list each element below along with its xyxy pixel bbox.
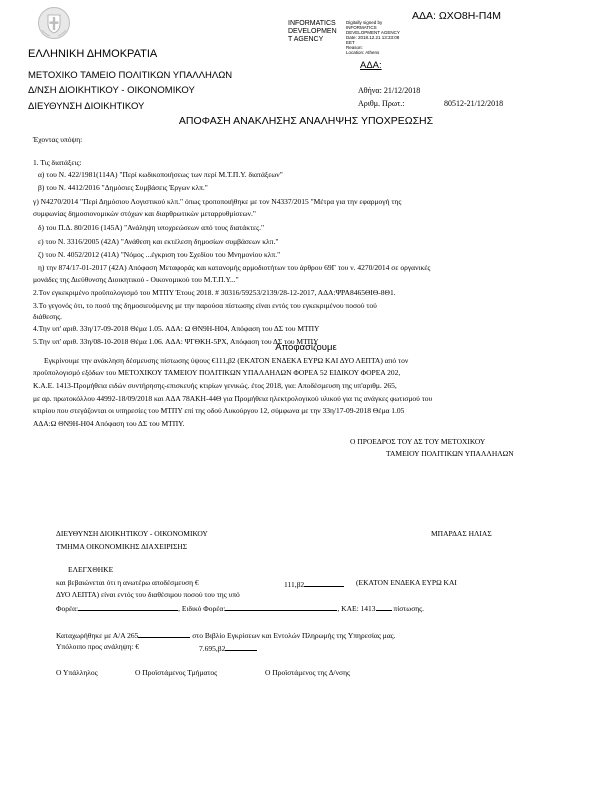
decision-line-1: Εγκρίνουμε την ανάκληση δέσμευσης πίστωσης ύψους €111,β2 (ΕΚΑΤΟΝ ΕΝΔΕΚΑ ΕΥΡΩ ΚΑΙ ΔΥΟ ΛΕΠΤΑ) από τον [44,356,409,365]
provision-b: β) του Ν. 4412/2016 "Δημόσιες Συμβάσεις Έργων κλπ." [38,183,208,192]
org-directorate: Δ/ΝΣΗ ΔΙΟΙΚΗΤΙΚΟΥ - ΟΙΚΟΝΟΜΙΚΟΥ [28,85,195,96]
provision-c-cont: συμφωνίας δημοσιονομικών στόχων και διαρθρωτικών μεταρρυθμίσεων." [33,209,256,218]
foreas-line [56,602,424,613]
agency-logo-line: T AGENCY [288,36,324,43]
decision-line-4: με αρ. πρωτοκόλλου 44992-18/09/2018 και ΑΔΑ 78ΑΚΗ-44Θ για Προμήθεια ηλεκτρολογικού υλικού για τις ανάγκες φωτισμού του [33,394,433,403]
remaining-underline [225,642,257,651]
president-line-2: ΤΑΜΕΙΟΥ ΠΟΛΙΤΙΚΩΝ ΥΠΑΛΛΗΛΩΝ [386,449,514,458]
greek-emblem-icon [37,6,71,40]
provision-a: α) του Ν. 422/1981(114Α) "Περί κωδικοποιήσεως των περί Μ.Τ.Π.Υ. διατάξεων" [38,170,283,179]
provision-h: η) την 874/17-01-2017 (42Α) Απόφαση Μεταφοράς και κατανομής αρμοδιοτήτων του άρθρου 69Γ του ν. 4270/2014 σε οργανικές [38,263,431,272]
item-1-title: 1. Τις διατάξεις: [33,158,82,167]
registered-suffix: στο Βιβλίο Εγκρίσεων και Εντολών Πληρωμής της Υπηρεσίας μας. [192,631,396,640]
decision-line-6: ΑΔΑ:Ω ΘΝ9Η-Η04 Απόφαση του ΔΣ του ΜΤΠΥ. [33,419,185,428]
footer-signer-director: Ο Προϊστάμενος της Δ/νσης [265,668,350,677]
signer-name: ΜΠΑΡΔΑΣ ΗΛΙΑΣ [431,529,492,538]
date-line: Αθήνα: 21/12/2018 [358,86,421,95]
certify-amount-words: (ΕΚΑΤΟΝ ΕΝΔΕΚΑ ΕΥΡΩ ΚΑΙ [356,578,457,587]
agency-logo-label [288,20,337,44]
decision-line-2: προϋπολογισμό εξόδων του ΜΕΤΟΧΙΚΟΥ ΤΑΜΕΙΟΥ ΠΟΛΙΤΙΚΩΝ ΥΠΑΛΛΗΛΩΝ ΦΟΡΕΑ 52 ΕΙΔΙΚΟΥ ΦΟΡΕΑ 202, [33,368,401,377]
republic-heading: ΕΛΛΗΝΙΚΗ ΔΗΜΟΚΡΑΤΙΑ [28,48,158,60]
item-3-cont: διάθεσης. [33,312,63,321]
provision-e: ε) του Ν. 3316/2005 (42Α) "Ανάθεση και εκτέλεση δημοσίων συμβάσεων κλπ." [38,237,279,246]
certify-line-1 [56,578,199,587]
digital-signature-block [346,20,400,55]
item-5: 5.Την υπ' αριθ. 33η/08-10-2018 Θέμα 1.06. ΑΔΑ: ΨΓΘΚΗ-5ΡΧ, Απόφαση του ΔΣ του ΜΤΠΥ [33,337,319,346]
ada-label: ΑΔΑ: [360,60,382,71]
agency-logo-line: DEVELOPMEN [288,28,337,35]
provision-d: δ) του Π.Δ. 80/2016 (145Α) "Ανάληψη υποχρεώσεων από τους διατάκτες." [38,223,265,232]
checked-label: ΕΛΕΓΧΘΗΚΕ [68,565,114,574]
president-line-1: Ο ΠΡΟΕΔΡΟΣ ΤΟΥ ΔΣ ΤΟΥ ΜΕΤΟΧΙΚΟΥ [350,437,486,446]
remaining-amount-group [199,642,257,653]
eidikos-label: , Ειδικό Φορέα: [178,604,226,613]
credit-label: πίστωσης. [393,604,425,613]
remaining-value: 7.695,β2 [199,644,226,653]
signature-line: DEVELOPMENT AGENCY [346,30,400,35]
protocol-label: Αριθμ. Πρωτ.: [358,99,405,108]
item-4: 4.Την υπ' αριθ. 33η/17-09-2018 Θέμα 1.05. ΑΔΑ: Ω ΘΝ9Η-Η04, Απόφαση του ΔΣ του ΜΤΠΥ [33,324,320,333]
org-department: ΔΙΕΥΘΥΝΣΗ ΔΙΟΙΚΗΤΙΚΟΥ [28,101,145,112]
protocol-value: 80512-21/12/2018 [444,99,504,108]
decision-line-3: Κ.Α.Ε. 1413-Προμήθεια ειδών συντήρησης-επισκευής κτιρίων γενικώς. έτος 2018, για: Αποδέσμευση της υπ'αριθμ. 265, [33,381,397,390]
registered-prefix: Καταχωρήθηκε με Α/Α 265 [56,631,139,640]
kae-label: , ΚΑΕ: 1413 [337,604,376,613]
kae-blank [376,602,392,611]
signature-line: EET [346,40,355,45]
signature-line: INFORMATICS [346,25,377,30]
certify-amount-group [284,578,344,589]
document-title: ΑΠΟΦΑΣΗ ΑΝΑΚΛΗΣΗΣ ΑΝΑΛΗΨΗΣ ΥΠΟΧΡΕΩΣΗΣ [178,115,434,127]
item-3: 3.Το γεγονός ότι, το ποσό της δημοσιευόμενης με την παρούσα πίστωσης είναι εντός του εγκεκριμένου ποσού τού [33,301,377,310]
provision-z: ζ) του Ν. 4052/2012 (41Α) "Νόμος ...έγκριση του Σχεδίου του Μνημονίου κλπ." [38,250,281,259]
registered-blank [138,629,190,638]
certify-line-2: ΔΥΟ ΛΕΠΤΑ) είναι εντός του διαθέσιμου ποσού του της υπό [56,590,240,599]
footer-signer-section-head: Ο Προϊστάμενος Τμήματος [135,668,218,677]
item-2: 2.Τον εγκεκριμένο προϋπολογισμό του ΜΤΠΥ Έτους 2018. # 30316/59253/2139/28-12-2017, ΑΔΑ:ΨΡΑ8465ΘΙΘ-8Θ1. [33,288,396,297]
foreas-label: Φορέα: [56,604,79,613]
certify-prefix: και βεβαιώνεται ότι η ανωτέρω αποδέσμευση € [56,578,199,587]
footer-signer-employee: Ο Υπάλληλος [56,668,98,677]
certify-amount: 111,β2 [284,580,305,589]
eidikos-blank [225,602,337,611]
dept-line-1: ΔΙΕΥΘΥΝΣΗ ΔΙΟΙΚΗΤΙΚΟΥ - ΟΙΚΟΝΟΜΙΚΟΥ [56,529,208,538]
dept-line-2: ΤΜΗΜΑ ΟΙΚΟΝΟΜΙΚΗΣ ΔΙΑΧΕΙΡΙΣΗΣ [56,542,188,551]
signature-line: Digitally signed by [346,20,383,25]
foreas-blank [78,602,178,611]
decide-heading: Αποφασίζουμε [275,342,337,353]
ada-top: ΑΔΑ: ΩΧΟ8Η-Π4Μ [412,10,501,22]
signature-line: Location: Athens [346,50,380,55]
considering-label: Έχοντας υπόψη: [33,135,83,144]
amount-underline [304,578,344,587]
registered-line [56,629,396,640]
remaining-label: Υπόλοιπο προς ανάληψη: € [56,642,139,651]
signature-line: Reason: [346,45,363,50]
provision-h-cont: μονάδες της Διεύθυνσης Διοικητικού - Οικονομικού του Μ.Τ.Π.Υ..." [33,275,239,284]
org-name: ΜΕΤΟΧΙΚΟ ΤΑΜΕΙΟ ΠΟΛΙΤΙΚΩΝ ΥΠΑΛΛΗΛΩΝ [28,70,233,81]
provision-c: γ) Ν4270/2014 "Περί Δημόσιου Λογιστικού κλπ." όπως τροποποιήθηκε με τον Ν4337/2015 "Μέτρα για την εφαρμογή της [33,197,402,206]
decision-line-5: κτιρίου που στεγάζονται οι υπηρεσίες του ΜΤΠΥ επί της οδού Λυκούργου 12, σύμφωνα με την 33η/17-09-2018 Θέμα 1.05 [33,406,405,415]
agency-logo-line: INFORMATICS [288,20,336,27]
signature-line: Date: 2018.12.21 13:33:08 [346,35,400,40]
